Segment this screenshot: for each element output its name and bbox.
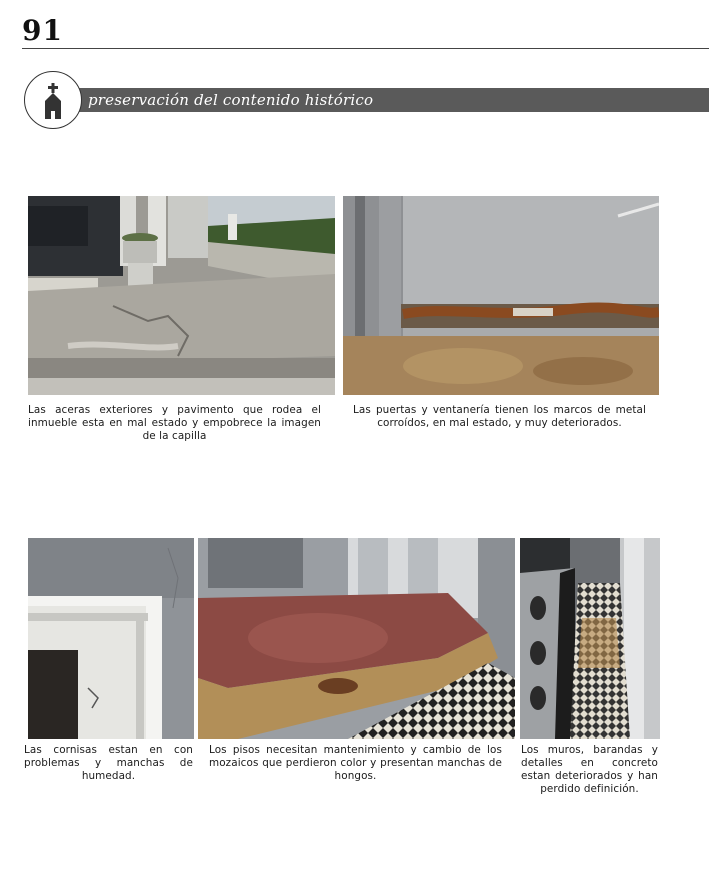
chapel-icon [25,72,81,128]
photo-cornice [28,538,194,739]
caption-floor: Los pisos necesitan mantenimiento y cambio de los mozaicos que perdieron color y presentan manchas de hongos. [209,744,502,782]
photo-floor [198,538,515,739]
header-rule [22,48,709,49]
page-number: 91 [22,14,63,47]
section-emblem [24,71,82,129]
caption-cornice: Las cornisas estan en con problemas y manchas de humedad. [24,744,193,782]
caption-railing: Los muros, barandas y detalles en concreto estan deteriorados y han perdido definición. [521,744,658,795]
photo-door-frame [343,196,659,395]
photo-sidewalk [28,196,335,395]
photo-railing [520,538,660,739]
caption-door-frame: Las puertas y ventanería tienen los marcos de metal corroídos, en mal estado, y muy deteriorados. [353,404,646,429]
section-title: preservación del contenido histórico [88,91,374,109]
caption-sidewalk: Las aceras exteriores y pavimento que rodea el inmueble esta en mal estado y empobrece la imagen de la capilla [28,404,321,442]
